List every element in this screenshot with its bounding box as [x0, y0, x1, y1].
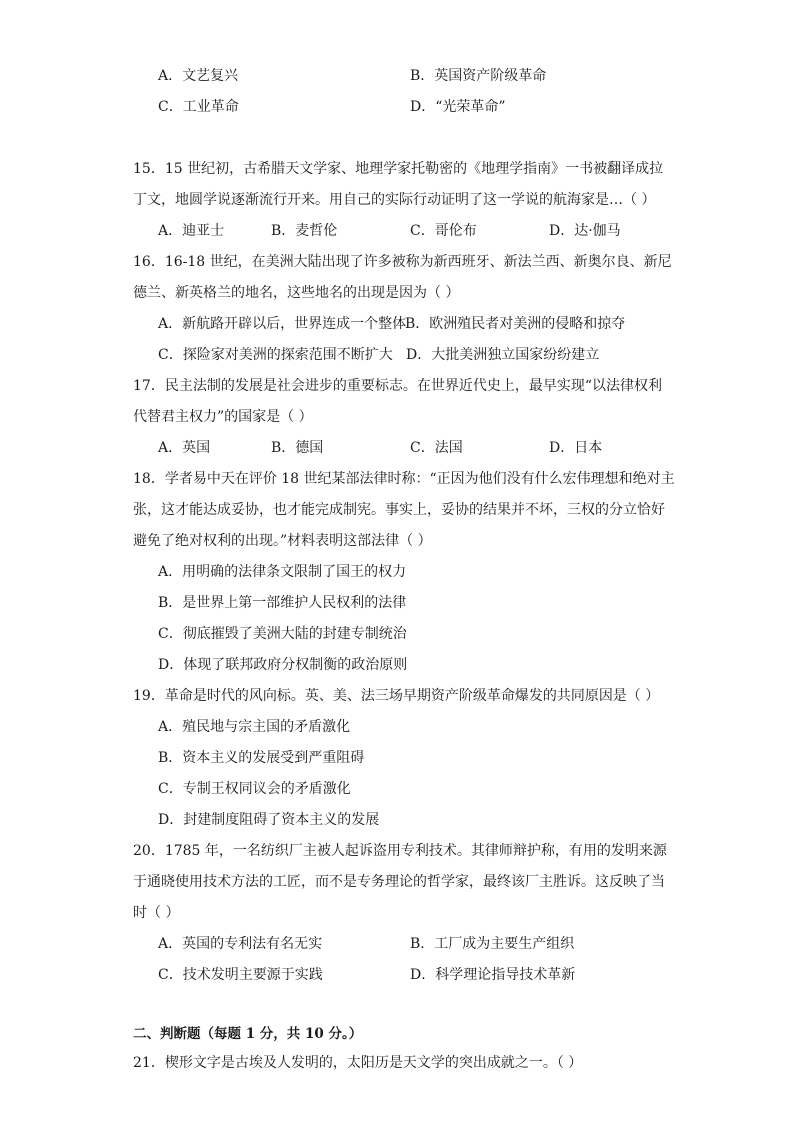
q17-option-d: D．日本: [549, 440, 603, 456]
q19-option-c: C．专制王权同议会的矛盾激化: [158, 781, 351, 797]
q21-stem: 21．楔形文字是古埃及人发明的，太阳历是天文学的突出成就之一。（ ）: [133, 1055, 583, 1071]
q17-option-c: C．法国: [410, 440, 463, 456]
q14-option-d: D．“光荣革命”: [410, 99, 506, 115]
q15-option-a: A．迪亚士: [158, 223, 225, 239]
q16-stem-line1: 16．16-18 世纪，在美洲大陆出现了许多被称为新西班牙、新法兰西、新奥尔良、新尼: [133, 254, 672, 270]
q17-stem-line2: 代替君主权力”的国家是（ ）: [133, 409, 313, 425]
q18-stem-line3: 避免了绝对权利的出现。”材料表明这部法律（ ）: [133, 533, 432, 549]
q19-option-a: A．殖民地与宗主国的矛盾激化: [158, 719, 351, 735]
q14-option-a: A．文艺复兴: [158, 68, 239, 84]
q19-stem-line1: 19．革命是时代的风向标。英、美、法三场早期资产阶级革命爆发的共同原因是（ ）: [133, 688, 660, 704]
q18-option-c: C．彻底摧毁了美洲大陆的封建专制统治: [158, 626, 407, 642]
q17-option-b: B．德国: [271, 440, 324, 456]
q16-option-c: C．探险家对美洲的探索范围不断扩大: [158, 347, 393, 363]
q18-option-d: D．体现了联邦政府分权制衡的政治原则: [158, 657, 408, 673]
q15-stem-line1: 15．15 世纪初，古希腊天文学家、地理学家托勒密的《地理学指南》一书被翻译成拉: [133, 161, 664, 177]
q16-option-a: A．新航路开辟以后，世界连成一个整体: [158, 316, 407, 332]
q16-option-b: B．欧洲殖民者对美洲的侵略和掠夺: [405, 316, 626, 332]
q20-option-b: B．工厂成为主要生产组织: [410, 936, 575, 952]
q16-stem-line2: 德兰、新英格兰的地名，这些地名的出现是因为（ ）: [133, 285, 460, 301]
q19-option-d: D．封建制度阻碍了资本主义的发展: [158, 812, 380, 828]
q18-option-b: B．是世界上第一部维护人民权利的法律: [158, 595, 407, 611]
q20-stem-line3: 时（ ）: [133, 905, 180, 921]
q16-option-d: D．大批美洲独立国家纷纷建立: [406, 347, 600, 363]
q20-option-c: C．技术发明主要源于实践: [158, 967, 323, 983]
q18-option-a: A．用明确的法律条文限制了国王的权力: [158, 564, 407, 580]
q17-option-a: A．英国: [158, 440, 211, 456]
section-heading: 二、判断题（每题 1 分，共 10 分。）: [133, 1026, 363, 1042]
q14-option-b: B．英国资产阶级革命: [410, 68, 547, 84]
q15-option-d: D．达·伽马: [549, 223, 621, 239]
q18-stem-line2: 张，这才能达成妥协，也才能完成制宪。事实上，妥协的结果并不坏，三权的分立恰好: [133, 502, 665, 518]
q19-option-b: B．资本主义的发展受到严重阻碍: [158, 750, 365, 766]
q17-stem-line1: 17．民主法制的发展是社会进步的重要标志。在世界近代史上，最早实现“以法律权利: [133, 378, 662, 394]
q15-option-b: B．麦哲伦: [271, 223, 338, 239]
q15-option-c: C．哥伦布: [410, 223, 477, 239]
q20-option-a: A．英国的专利法有名无实: [158, 936, 323, 952]
q20-stem-line2: 于通晓使用技术方法的工匠，而不是专务理论的哲学家，最终该厂主胜诉。这反映了当: [133, 874, 665, 890]
q20-option-d: D．科学理论指导技术革新: [410, 967, 576, 983]
q18-stem-line1: 18．学者易中天在评价 18 世纪某部法律时称：“正因为他们没有什么宏伟理想和绝对主: [133, 471, 675, 487]
q20-stem-line1: 20．1785 年，一名纺织厂主被人起诉盗用专利技术。其律师辩护称，有用的发明来源: [133, 843, 667, 859]
q15-stem-line2: 丁文，地圆学说逐渐流行开来。用自己的实际行动证明了这一学说的航海家是…（ ）: [133, 192, 656, 208]
q14-option-c: C．工业革命: [158, 99, 239, 115]
